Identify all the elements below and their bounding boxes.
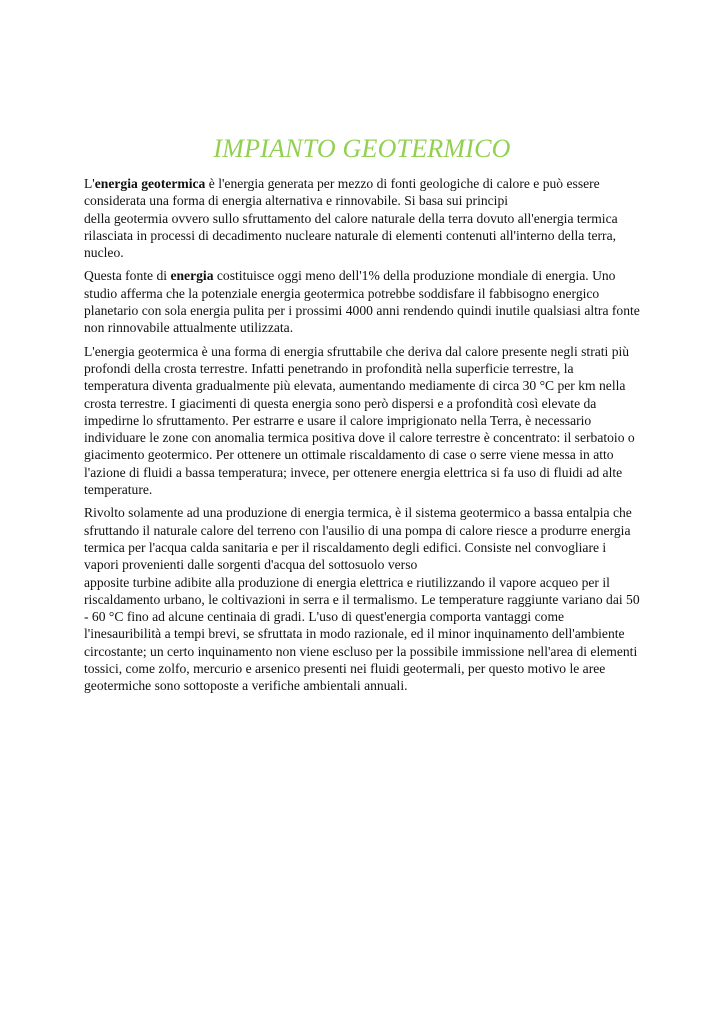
paragraph-4-first: Rivolto solamente ad una produzione di energia termica, è il sistema geotermico a bassa entalpia che sfruttando il naturale calore del terreno con l'ausilio di una pompa di calore riesce a produrre energia termica per l'acqua calda sanitaria e per il riscaldamento degli edifici. Consiste nel convogliare i vapori provenienti dalle sorgenti d'acqua del sottosuolo verso	[84, 505, 632, 573]
paragraph-3-text: L'energia geotermica è una forma di energia sfruttabile che deriva dal calore presente negli strati più profondi della crosta terrestre. Infatti penetrando in profondità nella superficie terrestre, la temperatura diventa gradualmente più elevata, aumentando mediamente di circa 30 °C per km nella crosta terrestre. I giacimenti di questa energia sono però dispersi e a profondità così elevate da impedirne lo sfruttamento. Per estrarre e usare il calore imprigionato nella Terra, è necessario individuare le zone con anomalia termica positiva dove il calore terrestre è concentrato: il serbatoio o giacimento geotermico. Per ottenere un ottimale riscaldamento di case o serre viene messa in atto l'azione di fluidi a bassa temperatura; invece, per ottenere energia elettrica si fa uso di fluidi ad alte temperature.	[84, 343, 635, 498]
document-body	[84, 133, 640, 701]
paragraph-1-line1: è l'energia generata per mezzo di fonti geologiche di calore e può essere considerata una forma di energia alternativa e rinnovabile. Si basa sui principi	[84, 176, 600, 209]
paragraph-1-rest: della geotermia ovvero sullo sfruttamento del calore naturale della terra dovuto all'energia termica rilasciata in processi di decadimento nucleare naturale di elementi contenuti all'interno della terra, nucleo.	[84, 210, 618, 261]
paragraph-1-lead: L'	[84, 176, 95, 191]
paragraph-2-rest: costituisce oggi meno dell'1% della produzione mondiale di energia. Uno studio afferma che la potenziale energia geotermica potrebbe soddisfare il fabbisogno energico planetario con sola energia pulita per i prossimi 4000 anni rendendo quindi inutile qualsiasi altra fonte non rinnovabile attualmente utilizzata.	[84, 268, 640, 336]
paragraph-1-term: energia geotermica	[94, 176, 206, 191]
page-title: IMPIANTO GEOTERMICO	[213, 134, 511, 163]
paragraph-4	[84, 504, 640, 694]
paragraph-1	[84, 175, 640, 261]
paragraph-2-term: energia	[170, 268, 214, 284]
paragraph-2	[84, 267, 640, 336]
paragraph-3	[84, 343, 640, 499]
paragraph-2-lead: Questa fonte di	[84, 268, 171, 284]
paragraph-4-rest: apposite turbine adibite alla produzione di energia elettrica e riutilizzando il vapore acqueo per il riscaldamento urbano, le coltivazioni in serra e il termalismo. Le temperature raggiunte variano dai 50 - 60 °C fino ad alcune centinaia di gradi. L'uso di quest'energia comporta vantaggi come l'inesauribilità a tempi brevi, se sfruttata in modo razionale, ed il minor inquinamento dell'ambiente circostante; un certo inquinamento non viene escluso per la possibile immissione nell'area di elementi tossici, come zolfo, mercurio e arsenico presenti nei fluidi geotermali, per questo motivo le aree geotermiche sono sottoposte a verifiche ambientali annuali.	[84, 574, 640, 694]
